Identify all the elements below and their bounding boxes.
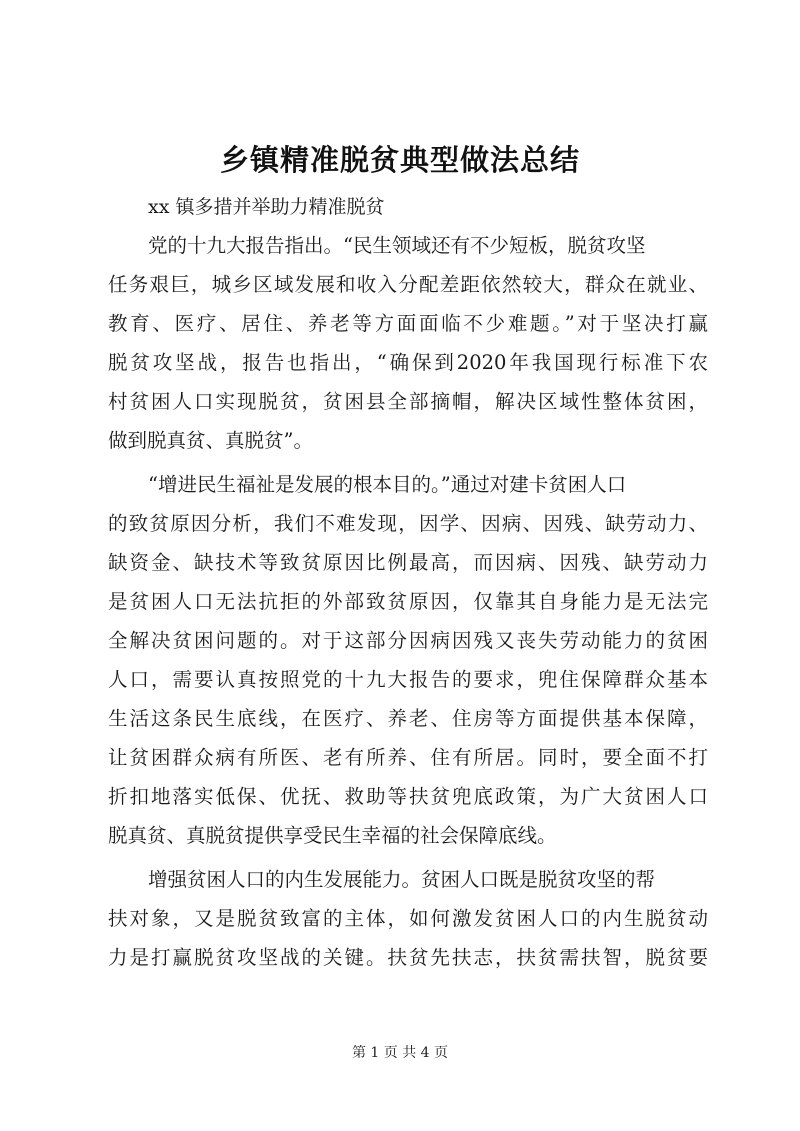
paragraph-line: 任务艰巨，城乡区域发展和收入分配差距依然较大，群众在就业、	[108, 273, 708, 296]
paragraph-line: 脱真贫、真脱贫提供享受民生幸福的社会保障底线。	[108, 824, 557, 847]
page-number-footer: 第 1 页 共 4 页	[351, 1045, 449, 1061]
paragraph-line: 是贫困人口无法抗拒的外部致贫原因，仅靠其自身能力是无法完	[108, 590, 708, 613]
paragraph-line: 做到脱真贫、真脱贫”。	[108, 429, 313, 452]
paragraph-line: 教育、医疗、居住、养老等方面面临不少难题。”对于坚决打赢	[108, 312, 708, 335]
paragraph-line: 村贫困人口实现脱贫，贫困县全部摘帽，解决区域性整体贫困，	[108, 390, 708, 413]
paragraph-line: 力是打赢脱贫攻坚战的关键。扶贫先扶志，扶贫需扶智，脱贫要	[108, 946, 708, 969]
paragraph-line: 增强贫困人口的内生发展能力。贫困人口既是脱贫攻坚的帮	[148, 868, 656, 891]
paragraph-line: “增进民生福祉是发展的根本目的。”通过对建卡贫困人口	[148, 473, 627, 496]
paragraph-line: 扶对象，又是脱贫致富的主体，如何激发贫困人口的内生脱贫动	[108, 907, 708, 930]
document-title: 乡镇精准脱贫典型做法总结	[219, 143, 580, 177]
paragraph-line: 生活这条民生底线，在医疗、养老、住房等方面提供基本保障，	[108, 707, 708, 730]
paragraph-line: 人口，需要认真按照党的十九大报告的要求，兜住保障群众基本	[108, 668, 708, 691]
paragraph-line: 党的十九大报告指出。“民生领域还有不少短板，脱贫攻坚	[148, 234, 646, 257]
paragraph-line: 缺资金、缺技术等致贫原因比例最高，而因病、因残、缺劳动力	[108, 551, 708, 574]
document-subtitle: xx 镇多措并举助力精准脱贫	[148, 196, 385, 218]
paragraph-line: 全解决贫困问题的。对于这部分因病因残又丧失劳动能力的贫困	[108, 629, 708, 652]
paragraph-line: 折扣地落实低保、优抚、救助等扶贫兜底政策，为广大贫困人口	[108, 785, 708, 808]
paragraph-line: 脱贫攻坚战，报告也指出，“确保到2020年我国现行标准下农	[108, 351, 708, 374]
paragraph-line: 让贫困群众病有所医、老有所养、住有所居。同时，要全面不打	[108, 746, 708, 769]
paragraph-line: 的致贫原因分析，我们不难发现，因学、因病、因残、缺劳动力、	[108, 512, 708, 535]
